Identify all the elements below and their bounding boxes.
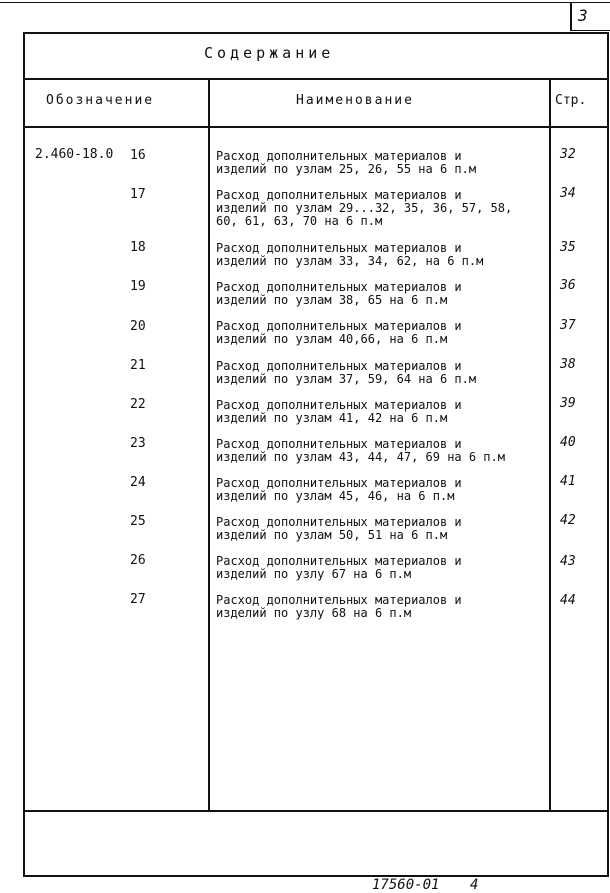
row-name-line: изделий по узлам 45, 46, на 6 п.м (216, 489, 455, 503)
row-name-line: Расход дополнительных материалов и (216, 515, 462, 529)
header-page: Стр. (555, 93, 587, 108)
frame-left (23, 32, 25, 877)
footer-sheet: 4 (470, 877, 479, 893)
row-number: 22 (130, 397, 146, 412)
row-number: 23 (130, 436, 146, 451)
row-page: 34 (560, 186, 576, 201)
frame-bottom (23, 875, 609, 877)
row-number: 19 (130, 279, 146, 294)
frame-top (23, 32, 609, 34)
page-title: Содержание (204, 44, 335, 62)
row-name-line: Расход дополнительных материалов и (216, 241, 462, 255)
footer-code: 17560-01 (372, 877, 440, 893)
row-page: 41 (560, 474, 576, 489)
row-number: 17 (130, 187, 146, 202)
header-name: Наименование (296, 93, 414, 108)
row-name-line: 60, 61, 63, 70 на 6 п.м (216, 214, 383, 228)
row-name-line: Расход дополнительных материалов и (216, 476, 462, 490)
row-number: 25 (130, 514, 146, 529)
row-name-line: Расход дополнительных материалов и (216, 188, 462, 202)
row-name-line: изделий по узлам 29...32, 35, 36, 57, 58, (216, 201, 513, 215)
top-border (0, 2, 610, 3)
row-page: 38 (560, 357, 576, 372)
row-name-line: изделий по узлам 43, 44, 47, 69 на 6 п.м (216, 450, 505, 464)
title-separator (23, 78, 609, 80)
row-number: 24 (130, 475, 146, 490)
row-number: 27 (130, 592, 146, 607)
row-name-line: изделий по узлам 38, 65 на 6 п.м (216, 293, 448, 307)
row-name-line: изделий по узлам 33, 34, 62, на 6 п.м (216, 254, 484, 268)
row-name-line: Расход дополнительных материалов и (216, 359, 462, 373)
row-page: 42 (560, 513, 576, 528)
row-number: 26 (130, 553, 146, 568)
row-number: 21 (130, 358, 146, 373)
row-page: 35 (560, 240, 576, 255)
row-name-line: изделий по узлу 68 на 6 п.м (216, 606, 412, 620)
row-name-line: Расход дополнительных материалов и (216, 593, 462, 607)
row-number: 18 (130, 240, 146, 255)
row-name-line: изделий по узлу 67 на 6 п.м (216, 567, 412, 581)
row-page: 37 (560, 318, 576, 333)
sheet-number-box-bottom (570, 30, 610, 31)
row-number: 16 (130, 148, 146, 163)
row-name-line: изделий по узлам 50, 51 на 6 п.м (216, 528, 448, 542)
frame-right (607, 32, 609, 877)
row-name-line: Расход дополнительных материалов и (216, 398, 462, 412)
row-page: 44 (560, 593, 576, 608)
column-divider-2 (549, 78, 551, 812)
row-page: 36 (560, 278, 576, 293)
row-name-line: Расход дополнительных материалов и (216, 280, 462, 294)
row-name-line: изделий по узлам 25, 26, 55 на 6 п.м (216, 162, 477, 176)
document-code: 2.460-18.0 (35, 147, 114, 162)
row-name-line: изделий по узлам 41, 42 на 6 п.м (216, 411, 448, 425)
row-name-line: Расход дополнительных материалов и (216, 149, 462, 163)
row-name-line: Расход дополнительных материалов и (216, 437, 462, 451)
row-name-line: изделий по узлам 40,66, на 6 п.м (216, 332, 448, 346)
row-name-line: Расход дополнительных материалов и (216, 554, 462, 568)
header-designation: Обозначение (46, 93, 155, 108)
sheet-number-box-left (570, 2, 572, 30)
row-page: 39 (560, 396, 576, 411)
sheet-number: 3 (578, 6, 588, 25)
row-page: 40 (560, 435, 576, 450)
row-name-line: изделий по узлам 37, 59, 64 на 6 п.м (216, 372, 477, 386)
column-divider-1 (208, 78, 210, 812)
table-bottom (23, 810, 609, 812)
row-number: 20 (130, 319, 146, 334)
row-page: 32 (560, 147, 576, 162)
header-separator (23, 126, 609, 128)
row-page: 43 (560, 554, 576, 569)
row-name-line: Расход дополнительных материалов и (216, 319, 462, 333)
